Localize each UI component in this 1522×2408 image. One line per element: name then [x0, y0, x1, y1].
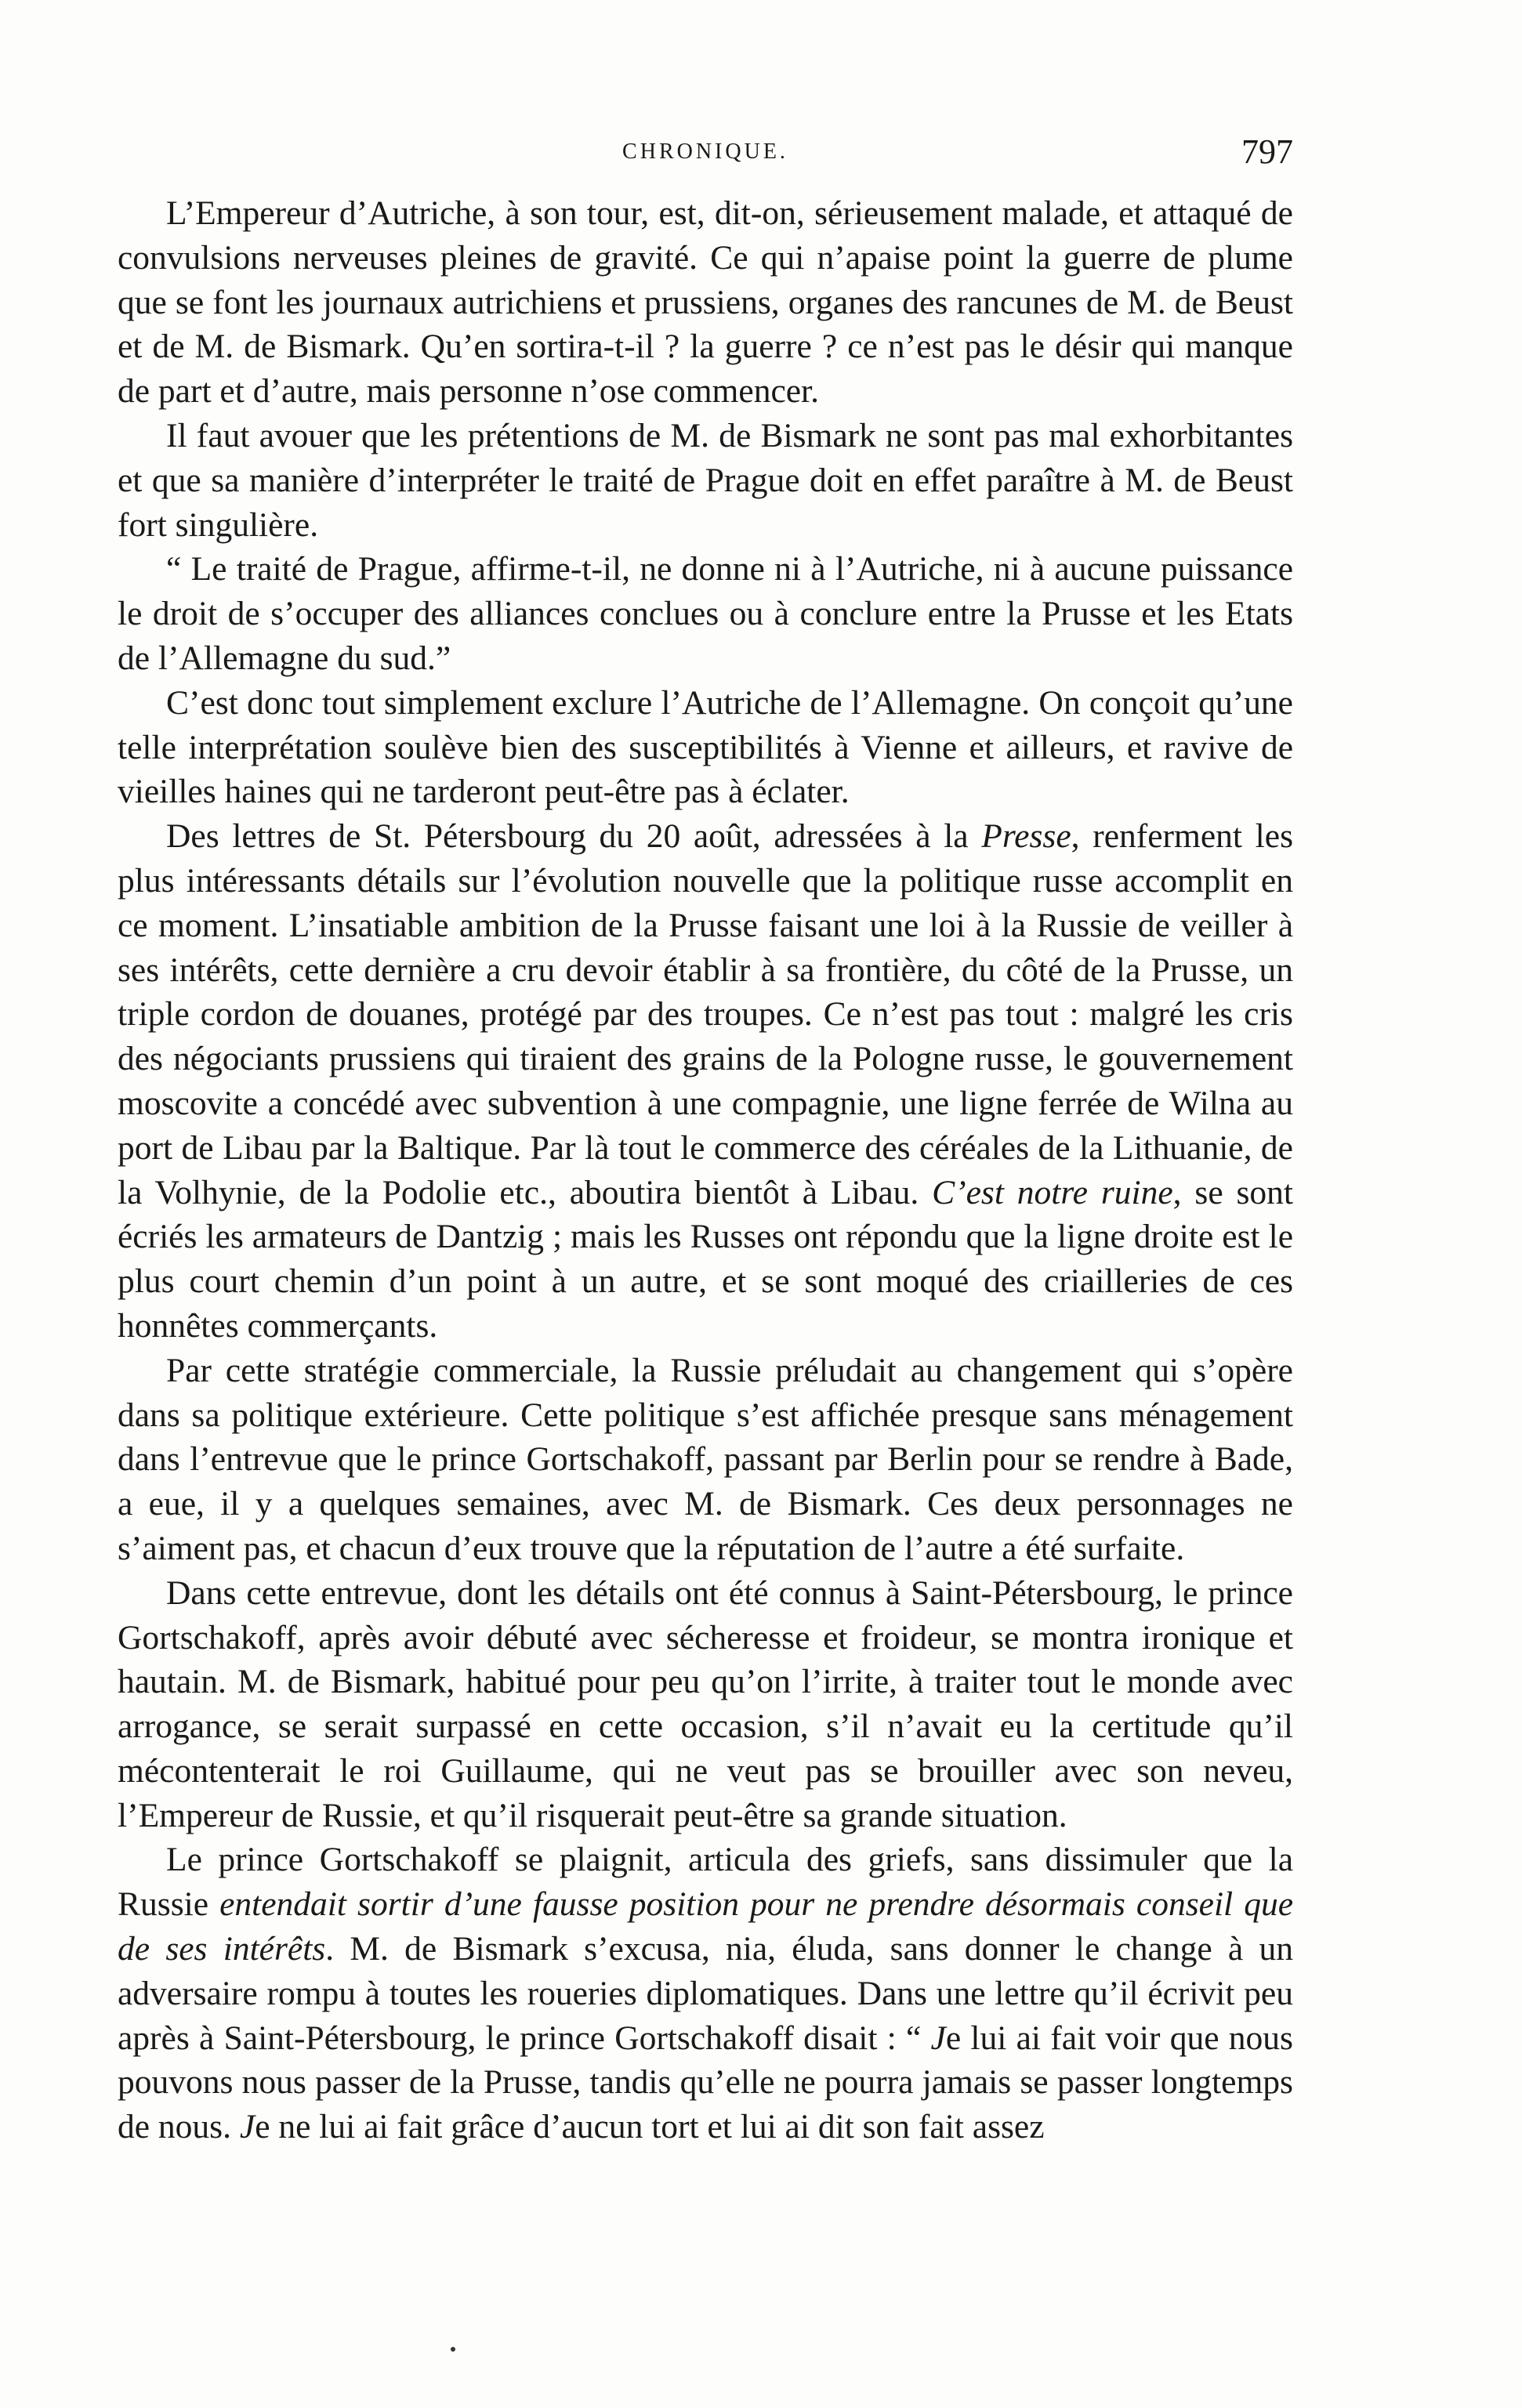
paragraph — [118, 191, 1293, 414]
print-speck — [451, 2347, 455, 2352]
text-segment: . M. de Bismark s’excusa, nia, éluda, sans donner le change à un adversaire rompu à toutes les roueries diplomatiques. Dans une lettre qu’il écrivit peu après à Saint-Pétersbourg, le prince Gortschakoff disait : “ — [118, 1930, 1293, 2057]
text-segment: , se sont écriés les armateurs de Dantzig ; mais les Russes ont répondu que la ligne droite est le plus court chemin d’un point à un autre, et se sont moqué des criailleries de ces honnêtes commerçants. — [118, 1173, 1294, 1345]
text-segment: e lui ai fait voir que nous pouvons nous passer de la Prusse, tandis qu’elle ne pourra jamais se passer longtemps de nous. — [118, 2019, 1293, 2146]
text-segment: Des lettres de St. Pétersbourg du 20 août, adressées à la — [166, 817, 982, 856]
paragraph — [118, 814, 1293, 1349]
text-segment: Le prince Gortschakoff se plaignit, articula des griefs, sans dissimuler que la Russie — [118, 1841, 1293, 1924]
text-segment: C’est donc tout simplement exclure l’Autriche de l’Allemagne. On conçoit qu’une telle interprétation soulève bien des susceptibilités à Vienne et ailleurs, et ravive de vieilles haines qui ne tarderont peut-être pas à éclater. — [118, 683, 1293, 811]
text-segment: “ Le traité de Prague, affirme-t-il, ne donne ni à l’Autriche, ni à aucune puissance le droit de s’occuper des alliances conclues ou à conclure entre la Prusse et les Etats de l’Allemagne du sud.” — [118, 550, 1293, 677]
running-header — [118, 132, 1293, 179]
text-segment: Par cette stratégie commerciale, la Russie préludait au changement qui s’opère dans sa politique extérieure. Cette politique s’est affichée presque sans ménagement dans l’entrevue que le prince Gortschakoff, passant par Berlin pour se rendre à Bade, a eue, il y a quelques semaines, avec M. de Bismark. Ces deux personnages ne s’aiment pas, et chacun d’eux trouve que la réputation de l’autre a été surfaite. — [118, 1351, 1293, 1567]
paragraph — [118, 1838, 1293, 2149]
body-text — [118, 191, 1293, 2149]
text-segment: L’Empereur d’Autriche, à son tour, est, dit-on, sérieusement malade, et attaqué de convulsions nerveuses pleines de gravité. Ce qui n’apaise point la guerre de plume que se font les journaux autrichiens et prussiens, organes des rancunes de M. de Beust et de M. de Bismark. Qu’en sortira-t-il ? la guerre ? ce n’est pas le désir qui manque de part et d’autre, mais personne n’ose commencer. — [118, 194, 1293, 411]
paragraph — [118, 1571, 1293, 1838]
text-segment: Dans cette entrevue, dont les détails ont été connus à Saint-Pétersbourg, le prince Gortschakoff, après avoir débuté avec sécheresse et froideur, se montra ironique et hautain. M. de Bismark, habitué pour peu qu’on l’irrite, à traiter tout le monde avec arrogance, se serait surpassé en cette occasion, s’il n’avait eu la certitude qu’il mécontenterait le roi Guillaume, qui ne veut pas se brouiller avec son neveu, l’Empereur de Russie, et qu’il risquerait peut-être sa grande situation. — [118, 1573, 1293, 1834]
italic-text-segment: C’est notre ruine — [932, 1173, 1173, 1211]
paragraph — [118, 681, 1293, 814]
italic-text-segment: J — [239, 2108, 255, 2146]
page-number: 797 — [1241, 132, 1293, 171]
italic-text-segment: entendait sortir d’une fausse position pour ne prendre désormais conseil que de ses intérêts — [118, 1885, 1293, 1968]
text-segment: , renferment les plus intéressants détails sur l’évolution nouvelle que la politique russe accomplit en ce moment. L’insatiable ambition de la Prusse faisant une loi à la Russie de veiller à ses intérêts, cette dernière a cru devoir établir à sa frontière, du côté de la Prusse, un triple cordon de douanes, protégé par des troupes. Ce n’est pas tout : malgré les cris des négociants prussiens qui tiraient des grains de la Pologne russe, le gouvernement moscovite a concédé avec subvention à une compagnie, une ligne ferrée de Wilna au port de Libau par la Baltique. Par là tout le commerce des céréales de la Lithuanie, de la Volhynie, de la Podolie etc., aboutira bientôt à Libau. — [118, 817, 1294, 1211]
text-segment: e ne lui ai fait grâce d’aucun tort et lui ai dit son fait assez — [255, 2108, 1045, 2146]
italic-text-segment: Presse — [981, 817, 1071, 856]
paragraph — [118, 1349, 1293, 1571]
text-segment: Il faut avouer que les prétentions de M. de Bismark ne sont pas mal exhorbitantes et que sa manière d’interpréter le traité de Prague doit en effet paraître à M. de Beust fort singulière. — [118, 416, 1293, 544]
paragraph — [118, 414, 1293, 547]
italic-text-segment: J — [930, 2019, 946, 2057]
paragraph — [118, 547, 1293, 680]
running-title: CHRONIQUE. — [622, 139, 788, 164]
